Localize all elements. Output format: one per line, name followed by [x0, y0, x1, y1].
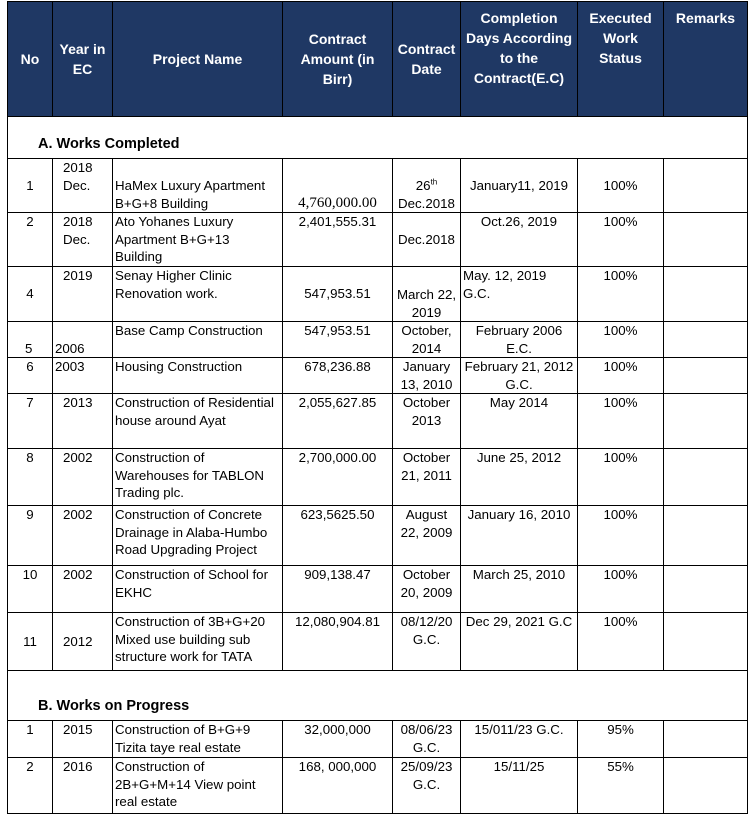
header-completion: Completion Days According to the Contract(E.C) — [461, 2, 578, 117]
cell-status: 100% — [578, 213, 664, 267]
table-row — [8, 267, 748, 322]
cell-remarks — [664, 506, 748, 566]
cell-status: 100% — [578, 449, 664, 506]
table-row — [8, 213, 748, 267]
table-row — [8, 613, 748, 671]
header-row — [8, 2, 748, 117]
table-row — [8, 566, 748, 613]
header-no: No — [8, 2, 53, 117]
cell-amount: 623,5625.50 — [283, 506, 393, 566]
header-year: Year in EC — [53, 2, 113, 117]
header-date: Contract Date — [393, 2, 461, 117]
cell-no: 5 — [8, 322, 53, 358]
cell-year: 2012 — [53, 613, 113, 671]
cell-no: 10 — [8, 566, 53, 613]
cell-remarks — [664, 394, 748, 449]
cell-no: 4 — [8, 267, 53, 322]
table-row — [8, 449, 748, 506]
cell-no: 7 — [8, 394, 53, 449]
cell-completion: May. 12, 2019 G.C. — [461, 267, 578, 322]
cell-date: October 2013 — [393, 394, 461, 449]
cell-no: 6 — [8, 358, 53, 394]
cell-date: October 20, 2009 — [393, 566, 461, 613]
project-table — [7, 1, 748, 814]
cell-date: October, 2014 — [393, 322, 461, 358]
cell-date — [393, 159, 461, 213]
cell-completion: 15/11/25 — [461, 758, 578, 814]
cell-status: 100% — [578, 566, 664, 613]
cell-amount: 909,138.47 — [283, 566, 393, 613]
cell-remarks — [664, 613, 748, 671]
cell-amount: 2,401,555.31 — [283, 213, 393, 267]
cell-project: Base Camp Construction — [113, 322, 283, 358]
cell-year: 2002 — [53, 506, 113, 566]
cell-year: 2019 — [53, 267, 113, 322]
cell-date: August 22, 2009 — [393, 506, 461, 566]
cell-remarks — [664, 721, 748, 758]
cell-amount: 32,000,000 — [283, 721, 393, 758]
cell-amount: 547,953.51 — [283, 322, 393, 358]
cell-status: 100% — [578, 506, 664, 566]
date-rest: Dec.2018 — [398, 195, 455, 211]
cell-amount: 547,953.51 — [283, 267, 393, 322]
cell-date: 08/06/23 G.C. — [393, 721, 461, 758]
section-completed-row — [8, 117, 748, 159]
cell-project: Ato Yohanes Luxury Apartment B+G+13 Building — [113, 213, 283, 267]
cell-year: 2002 — [53, 449, 113, 506]
cell-project: Construction of Residential house around Ayat — [113, 394, 283, 449]
cell-no: 11 — [8, 613, 53, 671]
cell-status: 100% — [578, 358, 664, 394]
cell-completion: February 21, 2012 G.C. — [461, 358, 578, 394]
cell-project: Construction of 2B+G+M+14 View point real estate — [113, 758, 283, 814]
cell-no: 1 — [8, 721, 53, 758]
cell-status: 95% — [578, 721, 664, 758]
section-completed-title: A. Works Completed — [8, 117, 748, 159]
table-row — [8, 159, 748, 213]
header-amount: Contract Amount (in Birr) — [283, 2, 393, 117]
cell-year: 2018 Dec. — [53, 213, 113, 267]
cell-remarks — [664, 322, 748, 358]
cell-completion: March 25, 2010 — [461, 566, 578, 613]
cell-date: 25/09/23 G.C. — [393, 758, 461, 814]
section-progress-title: B. Works on Progress — [8, 671, 748, 721]
cell-amount: 2,055,627.85 — [283, 394, 393, 449]
cell-project: Construction of 3B+G+20 Mixed use building sub structure work for TATA — [113, 613, 283, 671]
cell-project: Construction of B+G+9 Tizita taye real estate — [113, 721, 283, 758]
cell-remarks — [664, 566, 748, 613]
cell-completion: January 16, 2010 — [461, 506, 578, 566]
cell-amount: 678,236.88 — [283, 358, 393, 394]
cell-status: 100% — [578, 267, 664, 322]
table-row — [8, 322, 748, 358]
cell-status: 100% — [578, 394, 664, 449]
cell-no: 1 — [8, 159, 53, 213]
cell-remarks — [664, 159, 748, 213]
cell-project: Construction of Concrete Drainage in Alaba-Humbo Road Upgrading Project — [113, 506, 283, 566]
cell-remarks — [664, 267, 748, 322]
date-day: 26 — [415, 178, 431, 193]
cell-amount: 4,760,000.00 — [283, 159, 393, 213]
cell-completion: May 2014 — [461, 394, 578, 449]
cell-completion: Oct.26, 2019 — [461, 213, 578, 267]
header-remarks: Remarks — [664, 2, 748, 117]
cell-year: 2015 — [53, 721, 113, 758]
table-row — [8, 506, 748, 566]
cell-date: 08/12/20 G.C. — [393, 613, 461, 671]
cell-status: 100% — [578, 159, 664, 213]
cell-date: Dec.2018 — [393, 213, 461, 267]
table-row — [8, 721, 748, 758]
cell-date: March 22, 2019 — [393, 267, 461, 322]
table-row — [8, 358, 748, 394]
cell-status: 55% — [578, 758, 664, 814]
cell-no: 2 — [8, 758, 53, 814]
section-progress-row — [8, 671, 748, 721]
header-status: Executed Work Status — [578, 2, 664, 117]
cell-completion: February 2006 E.C. — [461, 322, 578, 358]
cell-completion: Dec 29, 2021 G.C — [461, 613, 578, 671]
cell-year: 2003 — [53, 358, 113, 394]
cell-status: 100% — [578, 322, 664, 358]
cell-date: October 21, 2011 — [393, 449, 461, 506]
cell-project: HaMex Luxury Apartment B+G+8 Building — [113, 159, 283, 213]
cell-year: 2006 — [53, 322, 113, 358]
cell-year: 2018 Dec. — [53, 159, 113, 213]
cell-no: 2 — [8, 213, 53, 267]
cell-year: 2016 — [53, 758, 113, 814]
cell-amount: 168, 000,000 — [283, 758, 393, 814]
cell-remarks — [664, 358, 748, 394]
cell-project: Senay Higher Clinic Renovation work. — [113, 267, 283, 322]
date-suffix: th — [430, 177, 438, 187]
cell-date: January 13, 2010 — [393, 358, 461, 394]
cell-no: 8 — [8, 449, 53, 506]
cell-remarks — [664, 213, 748, 267]
cell-no: 9 — [8, 506, 53, 566]
cell-amount: 2,700,000.00 — [283, 449, 393, 506]
cell-amount: 12,080,904.81 — [283, 613, 393, 671]
cell-project: Construction of School for EKHC — [113, 566, 283, 613]
cell-year: 2002 — [53, 566, 113, 613]
cell-project: Construction of Warehouses for TABLON Trading plc. — [113, 449, 283, 506]
cell-completion: January11, 2019 — [461, 159, 578, 213]
cell-completion: June 25, 2012 — [461, 449, 578, 506]
cell-status: 100% — [578, 613, 664, 671]
table-row — [8, 394, 748, 449]
cell-remarks — [664, 449, 748, 506]
cell-completion: 15/011/23 G.C. — [461, 721, 578, 758]
table-row — [8, 758, 748, 814]
header-project: Project Name — [113, 2, 283, 117]
cell-year: 2013 — [53, 394, 113, 449]
cell-remarks — [664, 758, 748, 814]
cell-project: Housing Construction — [113, 358, 283, 394]
